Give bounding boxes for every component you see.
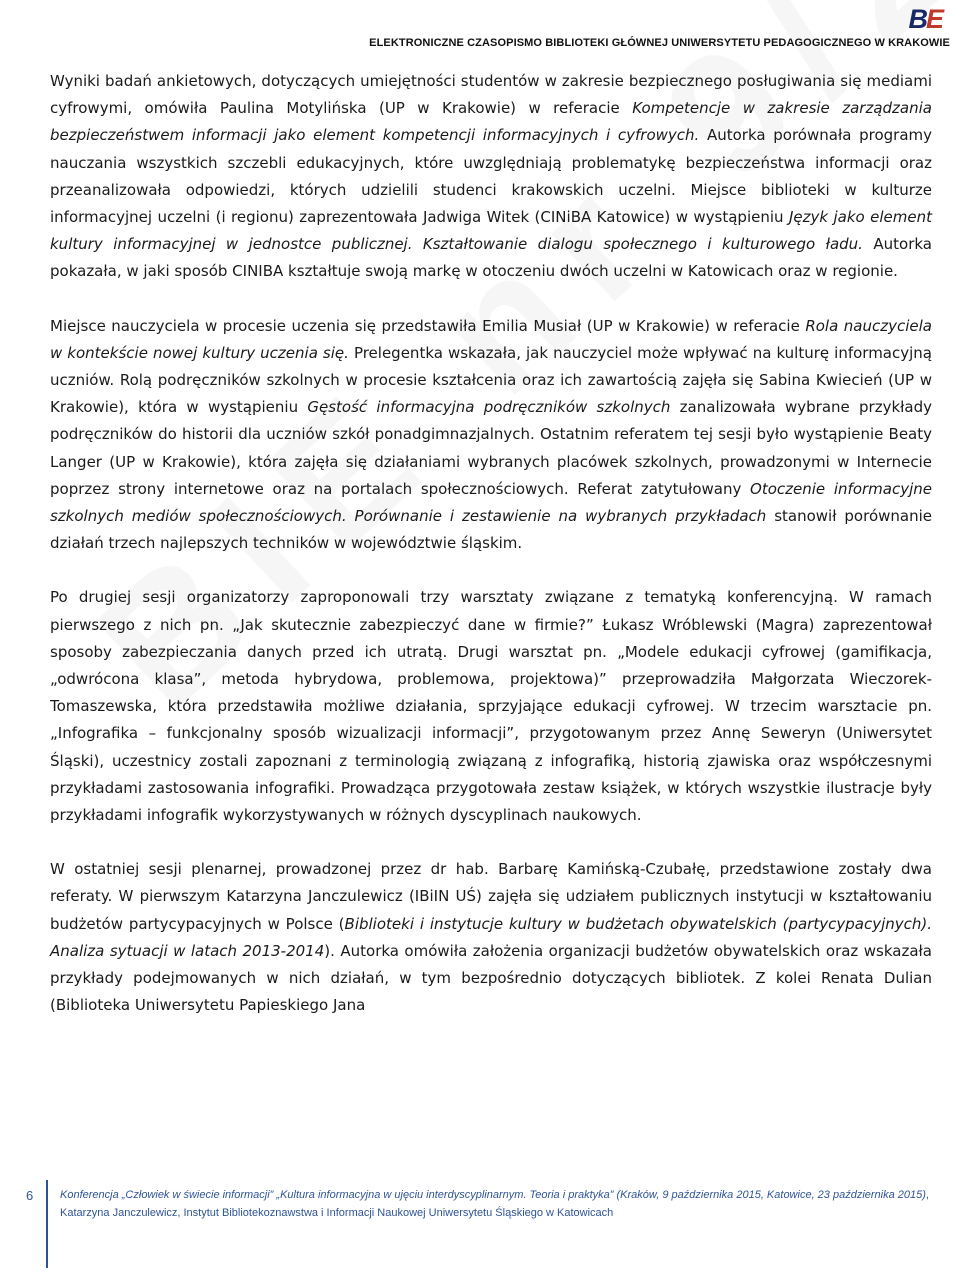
text-run: ). Autorka omówiła założenia organizacji budżetów obywatelskich oraz wskazała przykłady podejmowanych w nich działań, w tym bezpośrednio dotyczących bibliotek. Z kolei Renata Dulian (Biblioteka Uniwersytetu Papieskiego Jana bbox=[50, 941, 932, 1015]
logo-letter-e: E bbox=[925, 4, 942, 34]
italic-title: Rola nauczyciela w kontekście nowej kultury uczenia się. bbox=[50, 316, 933, 362]
italic-title: Kompetencje w zakresie zarządzania bezpieczeństwem informacji jako element kompetencji informacyjnych i cyfrowych. bbox=[50, 99, 932, 145]
text-run: stanowił porównanie działań trzech najlepszych techników w województwie śląskim. bbox=[50, 507, 932, 553]
article-body bbox=[50, 68, 932, 1047]
text-run: , Katarzyna Janczulewicz, Instytut Bibliotekoznawstwa i Informacji Naukowej Uniwersytetu Śląskiego w Katowicach bbox=[60, 1189, 929, 1219]
text-run: zanalizowała wybrane przykłady podręczników do historii dla uczniów szkół ponadgimnazjalnych. Ostatnim referatem tej sesji było wystąpienie Beaty Langer (UP w Krakowie), która zajęła się działaniami wybranych placówek szkolnych, prowadzonymi w Internecie poprzez strony internetowe oraz na portalach społecznościowych. Referat zatytułowany bbox=[50, 398, 933, 498]
page-number: 6 bbox=[26, 1188, 34, 1203]
italic-title: Biblioteki i instytucje kultury w budżetach obywatelskich (partycypacyjnych). Analiza sytuacji w latach 2013-2014 bbox=[50, 914, 932, 960]
italic-title: Konferencja „Człowiek w świecie informacji” „Kultura informacyjna w ujęciu interdyscyplinarnym. Teoria i praktyka” (Kraków, 9 października 2015, Katowice, 23 października 2015) bbox=[60, 1189, 926, 1201]
paragraph bbox=[50, 68, 932, 286]
italic-title: Otoczenie informacyjne szkolnych mediów społecznościowych. Porównanie i zestawienie na wybranych przykładach bbox=[50, 479, 932, 526]
journal-name: ELEKTRONICZNE CZASOPISMO BIBLIOTEKI GŁÓWNEJ UNIWERSYTETU PEDAGOGICZNEGO W KRAKOWIE bbox=[369, 37, 950, 49]
text-run: Po drugiej sesji organizatorzy zaproponowali trzy warsztaty związane z tematyką konferencyjną. W ramach pierwszego z nich pn. „Jak skutecznie zabezpieczyć dane w firmie?” Łukasz Wróblewski (Magra) zaprezentował sposoby zabezpieczania danych przed ich utratą. Drugi warsztat pn. „Modele edukacji cyfrowej (gamifikacja, „odwrócona klasa”, metoda hybrydowa, problemowa, projektowa)” przeprowadziła Małgorzata Wieczorek-Tomaszewska, która przedstawiła możliwe działania, sprzyjające edukacji cyfrowej. W trzecim warsztacie pn. „Infografika – funkcjonalny sposób wizualizacji informacji”, przygotowanym przez Annę Seweryn (Uniwersytet Śląski), uczestnicy zostali zapoznani z terminologią związaną z infografiką, historią zjawiska oraz współczesnymi przykładami zastosowania infografiki. Prowadząca przygotowała zestaw książek, w których wszystkie ilustracje były przykładami infografik wykorzystywanych w różnych dyscyplinach naukowych. bbox=[50, 588, 932, 825]
text-run: Autorka porównała programy nauczania wszystkich szczebli edukacyjnych, które uwzględniają problematykę bezpieczeństwa informacji oraz przeanalizowała odpowiedzi, których udzielili studenci krakowskich uczelni. Miejsce biblioteki w kulturze informacyjnej uczelni (i regionu) zaprezentowała Jadwiga Witek (CINiBA Katowice) w wystąpieniu bbox=[50, 126, 932, 227]
page-footer bbox=[0, 1180, 960, 1271]
paragraph bbox=[50, 856, 932, 1019]
footer-citation bbox=[60, 1186, 940, 1222]
paragraph bbox=[50, 313, 932, 558]
italic-title: Język jako element kultury informacyjnej w jednostce publicznej. Kształtowanie dialogu społecznego i kulturowego ładu. bbox=[50, 208, 932, 254]
logo-letter-b: B bbox=[908, 4, 926, 34]
italic-title: Gęstość informacyjna podręczników szkolnych bbox=[307, 398, 671, 417]
page-header bbox=[0, 0, 960, 60]
text-run: Prelegentka wskazała, jak nauczyciel może wpływać na kulturę informacyjną uczniów. Rolą podręczników szkolnych w procesie kształcenia oraz ich zawartością zajęła się Sabina Kwiecień (UP w Krakowie), która w wystąpieniu bbox=[50, 343, 932, 417]
text-run: Miejsce nauczyciela w procesie uczenia się przedstawiła Emilia Musiał (UP w Krakowie) w referacie bbox=[50, 316, 806, 335]
text-run: Autorka pokazała, w jaki sposób CINIBA kształtuje swoją markę w otoczeniu dwóch uczelni w Katowicach oraz w regionie. bbox=[50, 235, 932, 281]
footer-divider bbox=[46, 1180, 48, 1268]
journal-logo bbox=[908, 4, 942, 35]
text-run: Wyniki badań ankietowych, dotyczących umiejętności studentów w zakresie bezpiecznego posługiwania się mediami cyfrowymi, omówiła Paulina Motylińska (UP w Krakowie) w referacie bbox=[50, 72, 932, 118]
text-run: W ostatniej sesji plenarnej, prowadzonej przez dr hab. Barbarę Kamińską-Czubałę, przedstawione zostały dwa referaty. W pierwszym Katarzyna Janczulewicz (IBiIN UŚ) zajęła się udziałem publicznych instytucji w kształtowaniu budżetów partycypacyjnych w Polsce ( bbox=[50, 860, 932, 933]
paragraph bbox=[50, 584, 932, 829]
